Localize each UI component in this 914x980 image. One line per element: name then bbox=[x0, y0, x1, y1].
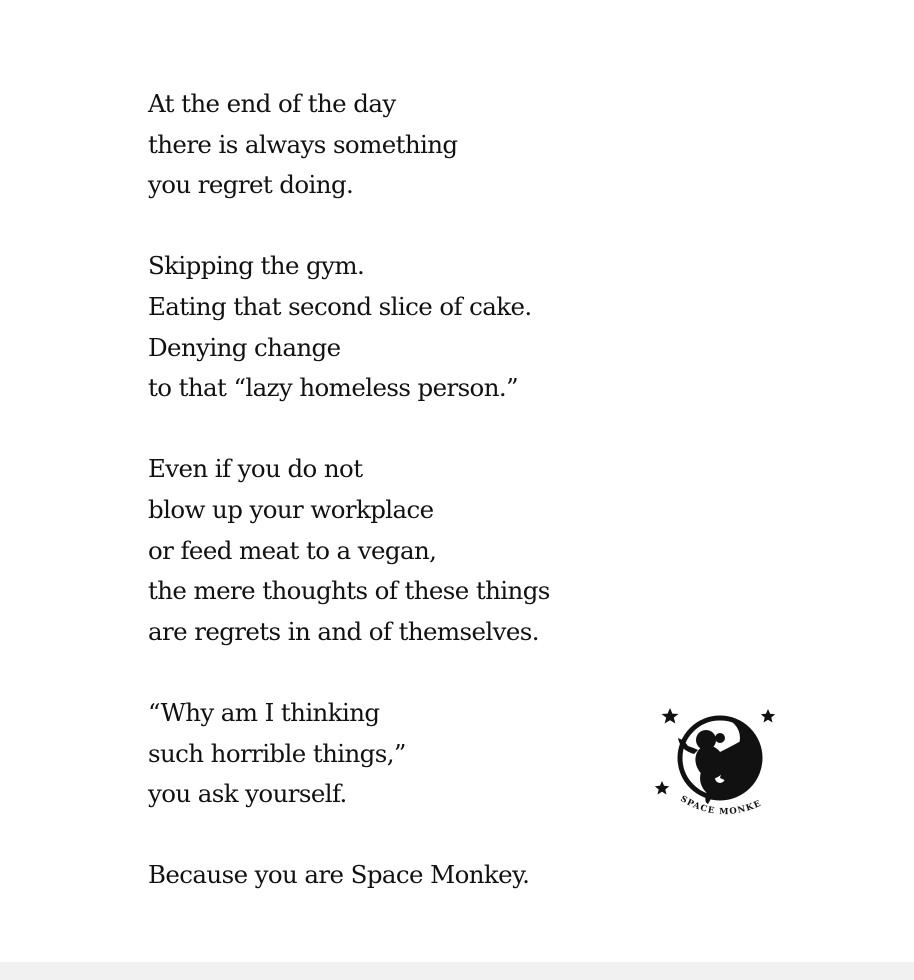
poem-line: to that “lazy homeless person.” bbox=[148, 373, 518, 403]
poem-line: Because you are Space Monkey. bbox=[148, 860, 530, 890]
poem-line: blow up your workplace bbox=[148, 494, 434, 524]
poem-line: there is always something bbox=[148, 129, 458, 159]
poem bbox=[148, 84, 628, 896]
poem-stanza-3 bbox=[148, 449, 628, 652]
poem-line: Eating that second slice of cake. bbox=[148, 291, 532, 321]
poem-line: Denying change bbox=[148, 332, 341, 362]
poem-line: such horrible things,” bbox=[148, 738, 406, 768]
star-icon bbox=[655, 781, 669, 795]
poem-stanza-5 bbox=[148, 855, 628, 896]
space-monkey-logo-icon bbox=[650, 692, 780, 832]
poem-stanza-2 bbox=[148, 246, 628, 408]
star-icon bbox=[761, 709, 775, 723]
poem-line: At the end of the day bbox=[148, 89, 396, 118]
bottom-strip bbox=[0, 962, 914, 980]
poem-line: Even if you do not bbox=[148, 454, 363, 484]
poem-line: or feed meat to a vegan, bbox=[148, 535, 437, 565]
poem-line: are regrets in and of themselves. bbox=[148, 616, 539, 646]
poem-stanza-4 bbox=[148, 693, 628, 815]
poem-line: the mere thoughts of these things bbox=[148, 576, 550, 606]
poem-line: you regret doing. bbox=[148, 170, 354, 200]
poem-stanza-1 bbox=[148, 84, 628, 206]
poem-line: you ask yourself. bbox=[148, 779, 347, 809]
star-icon bbox=[662, 708, 679, 724]
poem-line: “Why am I thinking bbox=[148, 697, 380, 727]
logo-text: SPACE MONKE bbox=[678, 794, 764, 818]
poem-line: Skipping the gym. bbox=[148, 251, 365, 281]
